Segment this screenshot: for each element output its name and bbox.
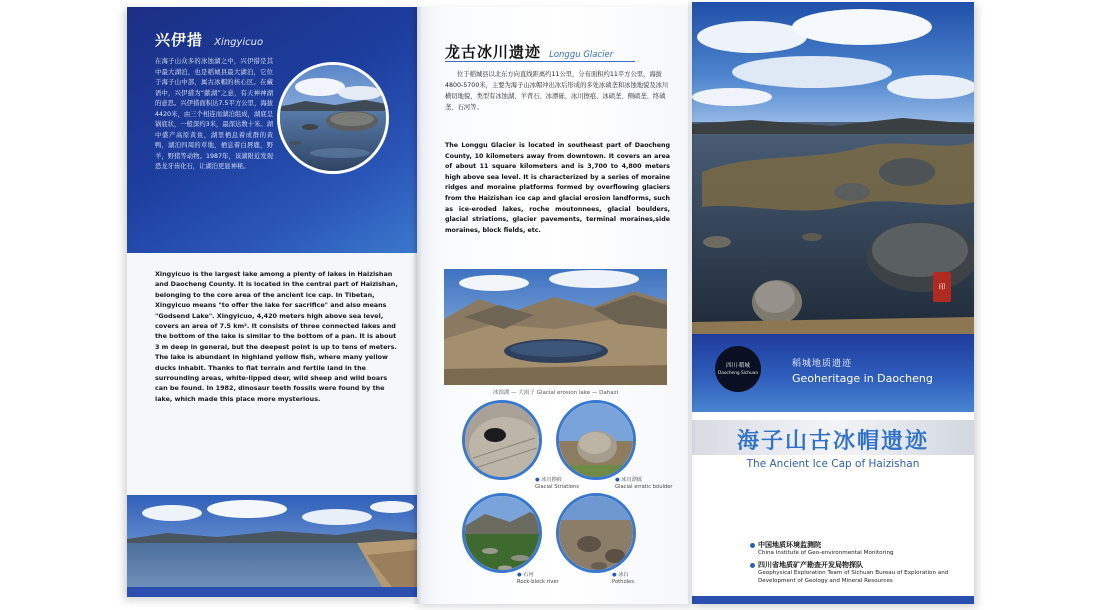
bottom-accent-bar: [127, 587, 417, 597]
title-en: Xingyicuo: [214, 37, 264, 48]
cover-landscape-photo: [692, 2, 974, 334]
panel-longgu-glacier: [417, 7, 692, 604]
caption-en: Potholes: [612, 579, 634, 585]
circle-caption-4: ● 冰臼 Potholes: [612, 572, 634, 585]
rock-river-photo: [462, 493, 542, 573]
org-cn: 中国地质环境监测院: [758, 541, 821, 549]
title-en: Longgu Glacier: [549, 50, 614, 60]
bottom-accent-bar: [692, 596, 974, 604]
main-title-cn: 海子山古冰帽遗迹: [736, 428, 929, 454]
potholes-photo: [556, 493, 636, 573]
longgu-cn-text: 位于稻城县以北东方向直线距离约11公里，分布面积约11平方公里，海拔4800-5700米，主要为海子山冰帽冲出冰后形成的多处冰碛垄和冰蚀地貌及冰川横切地貌，类型有冰蚀湖、羊背石、冰漂砾、冰川擦痕、冰碛垄、侧碛垄、终碛垄、石河等。: [445, 71, 669, 111]
glacial-boulder-photo: [556, 400, 636, 480]
organization-1: [758, 542, 894, 558]
lake-panorama-photo: [127, 495, 417, 587]
caption-en: Glacial erratic boulder: [615, 484, 673, 490]
main-title-en: The Ancient Ice Cap of Haizishan: [746, 458, 920, 470]
section-title-longgu: [445, 41, 613, 62]
circle-caption-2: ● 冰川漂砾 Glacial erratic boulder: [615, 477, 673, 490]
red-seal-stamp: 印: [933, 272, 951, 302]
glacial-striations-photo: [462, 400, 542, 480]
org-en: China Institute of Geo-environmental Monitoring: [758, 550, 894, 557]
panel-xingyicuo: [127, 7, 417, 597]
organization-2: [758, 562, 958, 585]
section-title-xingyicuo: [155, 29, 263, 50]
xingyicuo-en-text: Xingyicuo is the largest lake among a plenty of lakes in Haizishan and Daocheng County. It is located in the central part of Haizishan, belonging to the core area of the ancient ice cap. In Tibetan, Xingyicuo means "to offer the lake for sacrifice" and also means "Godsend Lake". Xingyicuo, 4,420 meters high above sea level, covers an area of 7.5 km². It consists of three connected lakes and the bottom of the lake is similar to the bottom of a pan. It is about 3 m deep in general, but the deepest point is up to tens of meters. The lake is abundant in highland yellow fish, where many yellow ducks inhabit. Thanks to flat terrain and fertile land in the surrounding areas, white-lipped deer, wild sheep and wild boars can be found. In 1982, dinosaur teeth fossils were found by the lake, which made this place more mysterious.: [155, 270, 398, 403]
bullet-icon: [750, 543, 755, 548]
title-cn: 龙古冰川遗迹: [445, 43, 542, 61]
circle-caption-3: ● 石河 Rock-block river: [517, 572, 559, 585]
longgu-en-text: The Longgu Glacier is located in southeast part of Daocheng County, 10 kilometers away from downtown. It covers an area of about 11 square kilometers and is 3,700 to 4,800 meters high above sea level. It is characterized by a series of moraine ridges and moraine platforms formed by overflowing glaciers from the Haizishan ice cap and glacial erosion landforms, such as ice-eroded lakes, roche moutonnees, glacial boulders, glacial striations, glacier pavements, terminal moraines,side moraines, block fields, etc.: [445, 142, 670, 234]
panel-cover: [692, 2, 974, 604]
caption-cn: 冰川漂砾: [621, 477, 642, 483]
xingyicuo-cn-text: 在海子山众多的冰蚀湖之中，兴伊措是其中最大湖泊，也是稻城县最大湖泊，它位于海子山中部，属古冰帽的核心区。在藏语中，兴伊措为“献湖”之意，有天神神湖的意思。兴伊措面积达7.5平方公里，海拔4420米，由三个相连而湖泊组成，湖底呈锅底状，一般深约3米，最深达数十米。湖中盛产高原黄鱼，湖里栖息着成群的黄鸭，湖泊四周的草地，栖息着白唇鹿，野羊，野猪等动物。1987年，该湖附近发现恐龙牙齿化石，让湖泊更显神秘。: [155, 58, 273, 170]
badge-cn: 四川·稻城: [726, 362, 750, 369]
caption-cn: 石河: [523, 572, 534, 578]
caption-en: Glacial Striations: [535, 484, 579, 490]
bullet-icon: [750, 563, 755, 568]
fold-shadow: [688, 2, 696, 604]
caption-en: Rock-block river: [517, 579, 559, 585]
band-title-en: Geoheritage in Daocheng: [792, 372, 933, 385]
caption-cn: 冰臼: [618, 572, 629, 578]
lake-circle-photo: [277, 62, 389, 174]
org-cn: 四川省地质矿产勘查开发局物探队: [758, 561, 863, 569]
glacial-lake-photo: [444, 269, 667, 385]
band-title-cn: 稻城地质遗迹: [792, 359, 853, 369]
location-badge: [715, 346, 761, 392]
circle-caption-1: ● 冰川擦痕 Glacial Striations: [535, 477, 579, 490]
title-underline: [445, 61, 635, 62]
badge-en: Daocheng Sichuan: [717, 370, 759, 376]
fold-shadow: [412, 7, 422, 604]
title-cn: 兴伊措: [155, 31, 204, 49]
caption-cn: 冰川擦痕: [541, 477, 562, 483]
photo-caption: 冰蚀湖 — 大雨子 Glacial erosion lake — Dahazi: [492, 390, 619, 396]
org-en: Geophysical Exploration Team of Sichuan Bureau of Exploration and Development of Geology and Mineral Resources: [758, 570, 949, 584]
